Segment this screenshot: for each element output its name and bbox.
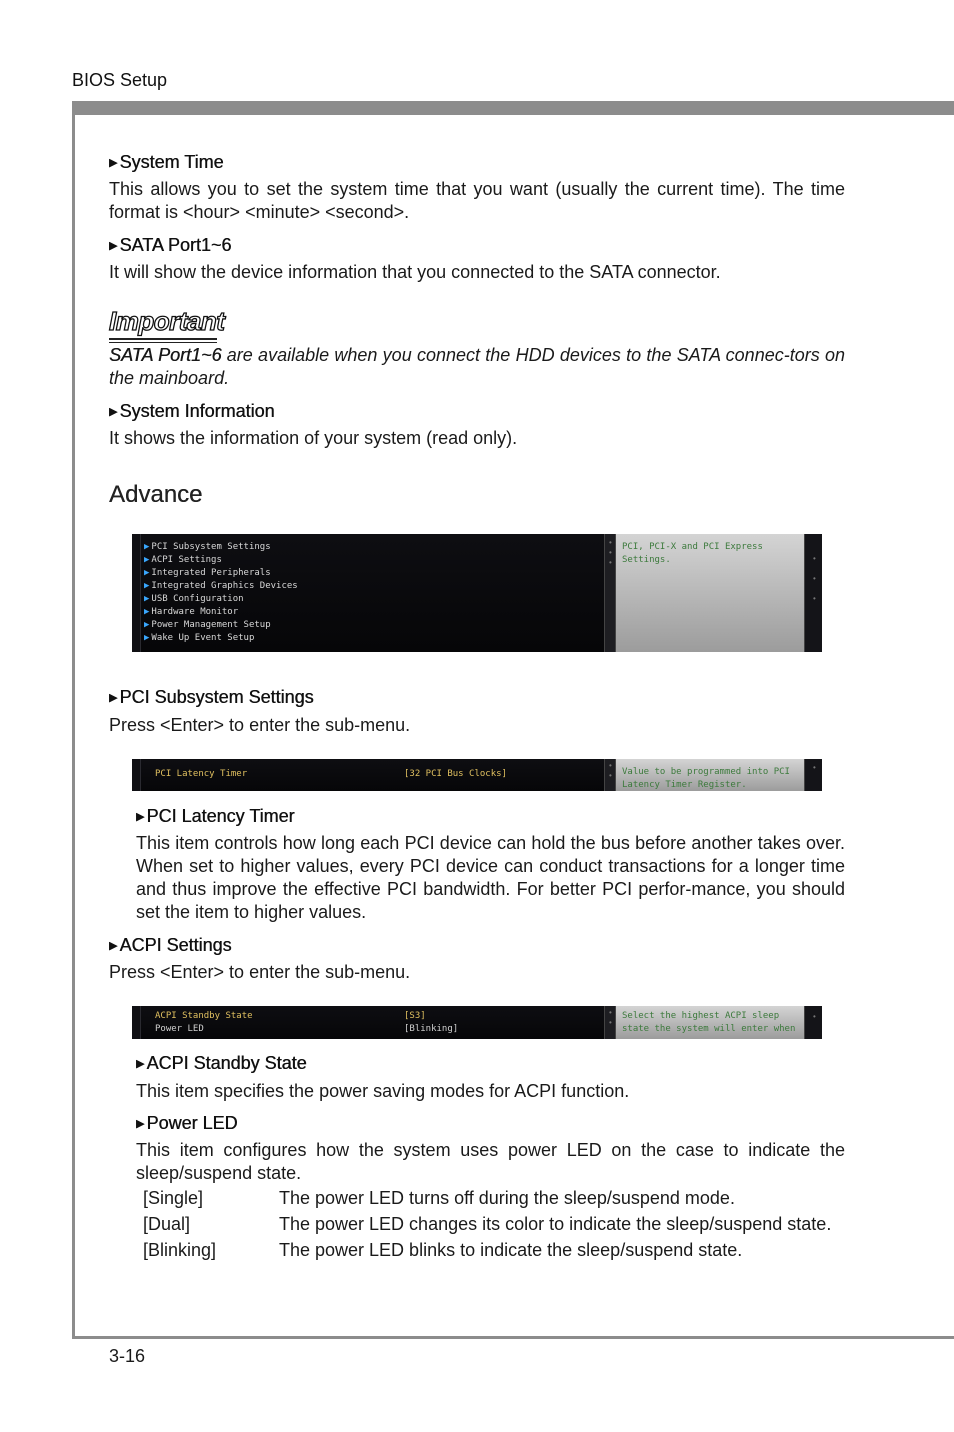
bios-scrollbar-left — [132, 1006, 141, 1039]
option-key: [Single] — [143, 1188, 204, 1208]
pci-bios-screenshot — [132, 759, 822, 791]
bios-main-pane — [132, 759, 604, 791]
bios-scrollbar-middle — [604, 759, 616, 791]
option-row — [143, 1187, 845, 1210]
bios-option-label: Power LED — [155, 1024, 204, 1034]
bios-scrollbar-middle — [604, 1006, 616, 1039]
scroll-dots-icon: • — [813, 1012, 816, 1021]
system-time-heading: ▶ System Time — [109, 152, 224, 172]
important-underline — [109, 338, 217, 340]
pci-latency-heading: ▶ PCI Latency Timer — [136, 806, 295, 826]
scroll-dots-icon: • — [813, 763, 816, 772]
power-led-heading: ▶ Power LED — [136, 1113, 238, 1133]
triangle-bullet-icon: ▶ — [136, 811, 145, 823]
important-text: are available when you connect the HDD devices to the SATA connec-tors on the mainboard. — [109, 345, 846, 388]
power-led-options-table — [143, 1187, 845, 1265]
advance-bios-screenshot — [132, 534, 822, 652]
blue-arrow-icon: ▶ — [144, 594, 150, 604]
bios-help-pane: Select the highest ACPI sleep state the system will enter when — [616, 1006, 804, 1039]
blue-arrow-icon: ▶ — [144, 568, 150, 578]
bios-scrollbar-left — [132, 534, 141, 652]
blue-arrow-icon: ▶ — [144, 542, 150, 552]
bios-scrollbar-right — [804, 534, 822, 652]
triangle-bullet-icon: ▶ — [109, 240, 118, 252]
acpi-standby-heading: ▶ ACPI Standby State — [136, 1053, 307, 1073]
bios-menu-item: ▶ ACPI Settings — [144, 555, 222, 565]
bios-menu-item: ▶ Power Management Setup — [144, 620, 271, 630]
bios-main-pane — [132, 534, 604, 652]
option-row — [143, 1213, 845, 1236]
power-led-text: This item configures how the system uses power LED on the case to indicate the sleep/suspend state. — [136, 1140, 845, 1183]
bios-option-value: [Blinking] — [404, 1024, 459, 1034]
pci-latency-text: This item controls how long each PCI device can hold the bus before another takes over. When set to higher values, every PCI device can conduct transactions for a longer time and thus improve the effective PCI bandwidth. For better PCI perfor-mance, you should set the item to higher values. — [136, 833, 845, 922]
important-title: Important — [109, 306, 225, 336]
bios-scrollbar-right — [804, 1006, 822, 1039]
bios-help-pane: Value to be programmed into PCI Latency Timer Register. — [616, 759, 804, 791]
system-info-text: It shows the information of your system (read only). — [109, 428, 518, 448]
blue-arrow-icon: ▶ — [144, 607, 150, 617]
blue-arrow-icon: ▶ — [144, 620, 150, 630]
triangle-bullet-icon: ▶ — [136, 1058, 145, 1070]
bios-menu-item: ▶ Wake Up Event Setup — [144, 633, 255, 643]
sata-port-text: It will show the device information that you connected to the SATA connector. — [109, 262, 721, 282]
acpi-settings-heading: ▶ ACPI Settings — [109, 935, 232, 955]
option-desc: The power LED turns off during the sleep/suspend mode. — [279, 1188, 735, 1208]
option-key: [Dual] — [143, 1214, 191, 1234]
triangle-bullet-icon: ▶ — [109, 940, 118, 952]
bios-scrollbar-right — [804, 759, 822, 791]
important-underline-thin — [109, 342, 217, 343]
option-desc: The power LED changes its color to indicate the sleep/suspend state. — [279, 1214, 832, 1234]
bios-option-value: [S3] — [404, 1011, 426, 1021]
triangle-bullet-icon: ▶ — [109, 406, 118, 418]
bios-scrollbar-left — [132, 759, 141, 791]
blue-arrow-icon: ▶ — [144, 581, 150, 591]
scroll-dots-icon: • • • — [813, 554, 816, 603]
blue-arrow-icon: ▶ — [144, 555, 150, 565]
scroll-dots-icon: • • • — [609, 538, 612, 567]
important-emph: SATA Port1~6 — [109, 345, 222, 365]
blue-arrow-icon: ▶ — [144, 633, 150, 643]
bios-option-label: PCI Latency Timer — [155, 769, 248, 779]
scroll-dots-icon: • • — [609, 1008, 612, 1027]
page-number: 3-16 — [109, 1346, 146, 1366]
bios-menu-item: ▶ PCI Subsystem Settings — [144, 542, 271, 552]
bios-option-label: ACPI Standby State — [155, 1011, 253, 1021]
option-row — [143, 1239, 845, 1262]
header-bar — [72, 101, 954, 115]
bottom-frame-rule — [72, 1336, 954, 1339]
option-desc: The power LED blinks to indicate the sleep/suspend state. — [279, 1240, 743, 1260]
bios-option-value: [32 PCI Bus Clocks] — [404, 769, 507, 779]
triangle-bullet-icon: ▶ — [136, 1118, 145, 1130]
scroll-dots-icon: • • — [609, 761, 612, 780]
bios-menu-item: ▶ Integrated Graphics Devices — [144, 581, 298, 591]
header-title: BIOS Setup — [72, 70, 168, 90]
sata-port-heading: ▶ SATA Port1~6 — [109, 235, 232, 255]
acpi-settings-text: Press <Enter> to enter the sub-menu. — [109, 962, 411, 982]
acpi-standby-text: This item specifies the power saving modes for ACPI function. — [136, 1081, 630, 1101]
triangle-bullet-icon: ▶ — [109, 157, 118, 169]
pci-subsystem-heading: ▶ PCI Subsystem Settings — [109, 687, 314, 707]
pci-subsystem-text: Press <Enter> to enter the sub-menu. — [109, 715, 411, 735]
advance-section-title: Advance — [109, 481, 203, 508]
bios-scrollbar-middle — [604, 534, 616, 652]
bios-menu-item: ▶ USB Configuration — [144, 594, 244, 604]
important-note — [109, 344, 845, 390]
triangle-bullet-icon: ▶ — [109, 692, 118, 704]
system-time-text: This allows you to set the system time that you want (usually the current time). The time format is <hour> <minute> <second>. — [109, 179, 845, 222]
bios-menu-item: ▶ Hardware Monitor — [144, 607, 239, 617]
bios-help-pane: PCI, PCI-X and PCI Express Settings. — [616, 534, 804, 652]
bios-main-pane — [132, 1006, 604, 1039]
bios-menu-item: ▶ Integrated Peripherals — [144, 568, 271, 578]
left-frame-rule — [72, 101, 75, 1339]
option-key: [Blinking] — [143, 1240, 217, 1260]
system-info-heading: ▶ System Information — [109, 401, 275, 421]
acpi-bios-screenshot — [132, 1006, 822, 1039]
